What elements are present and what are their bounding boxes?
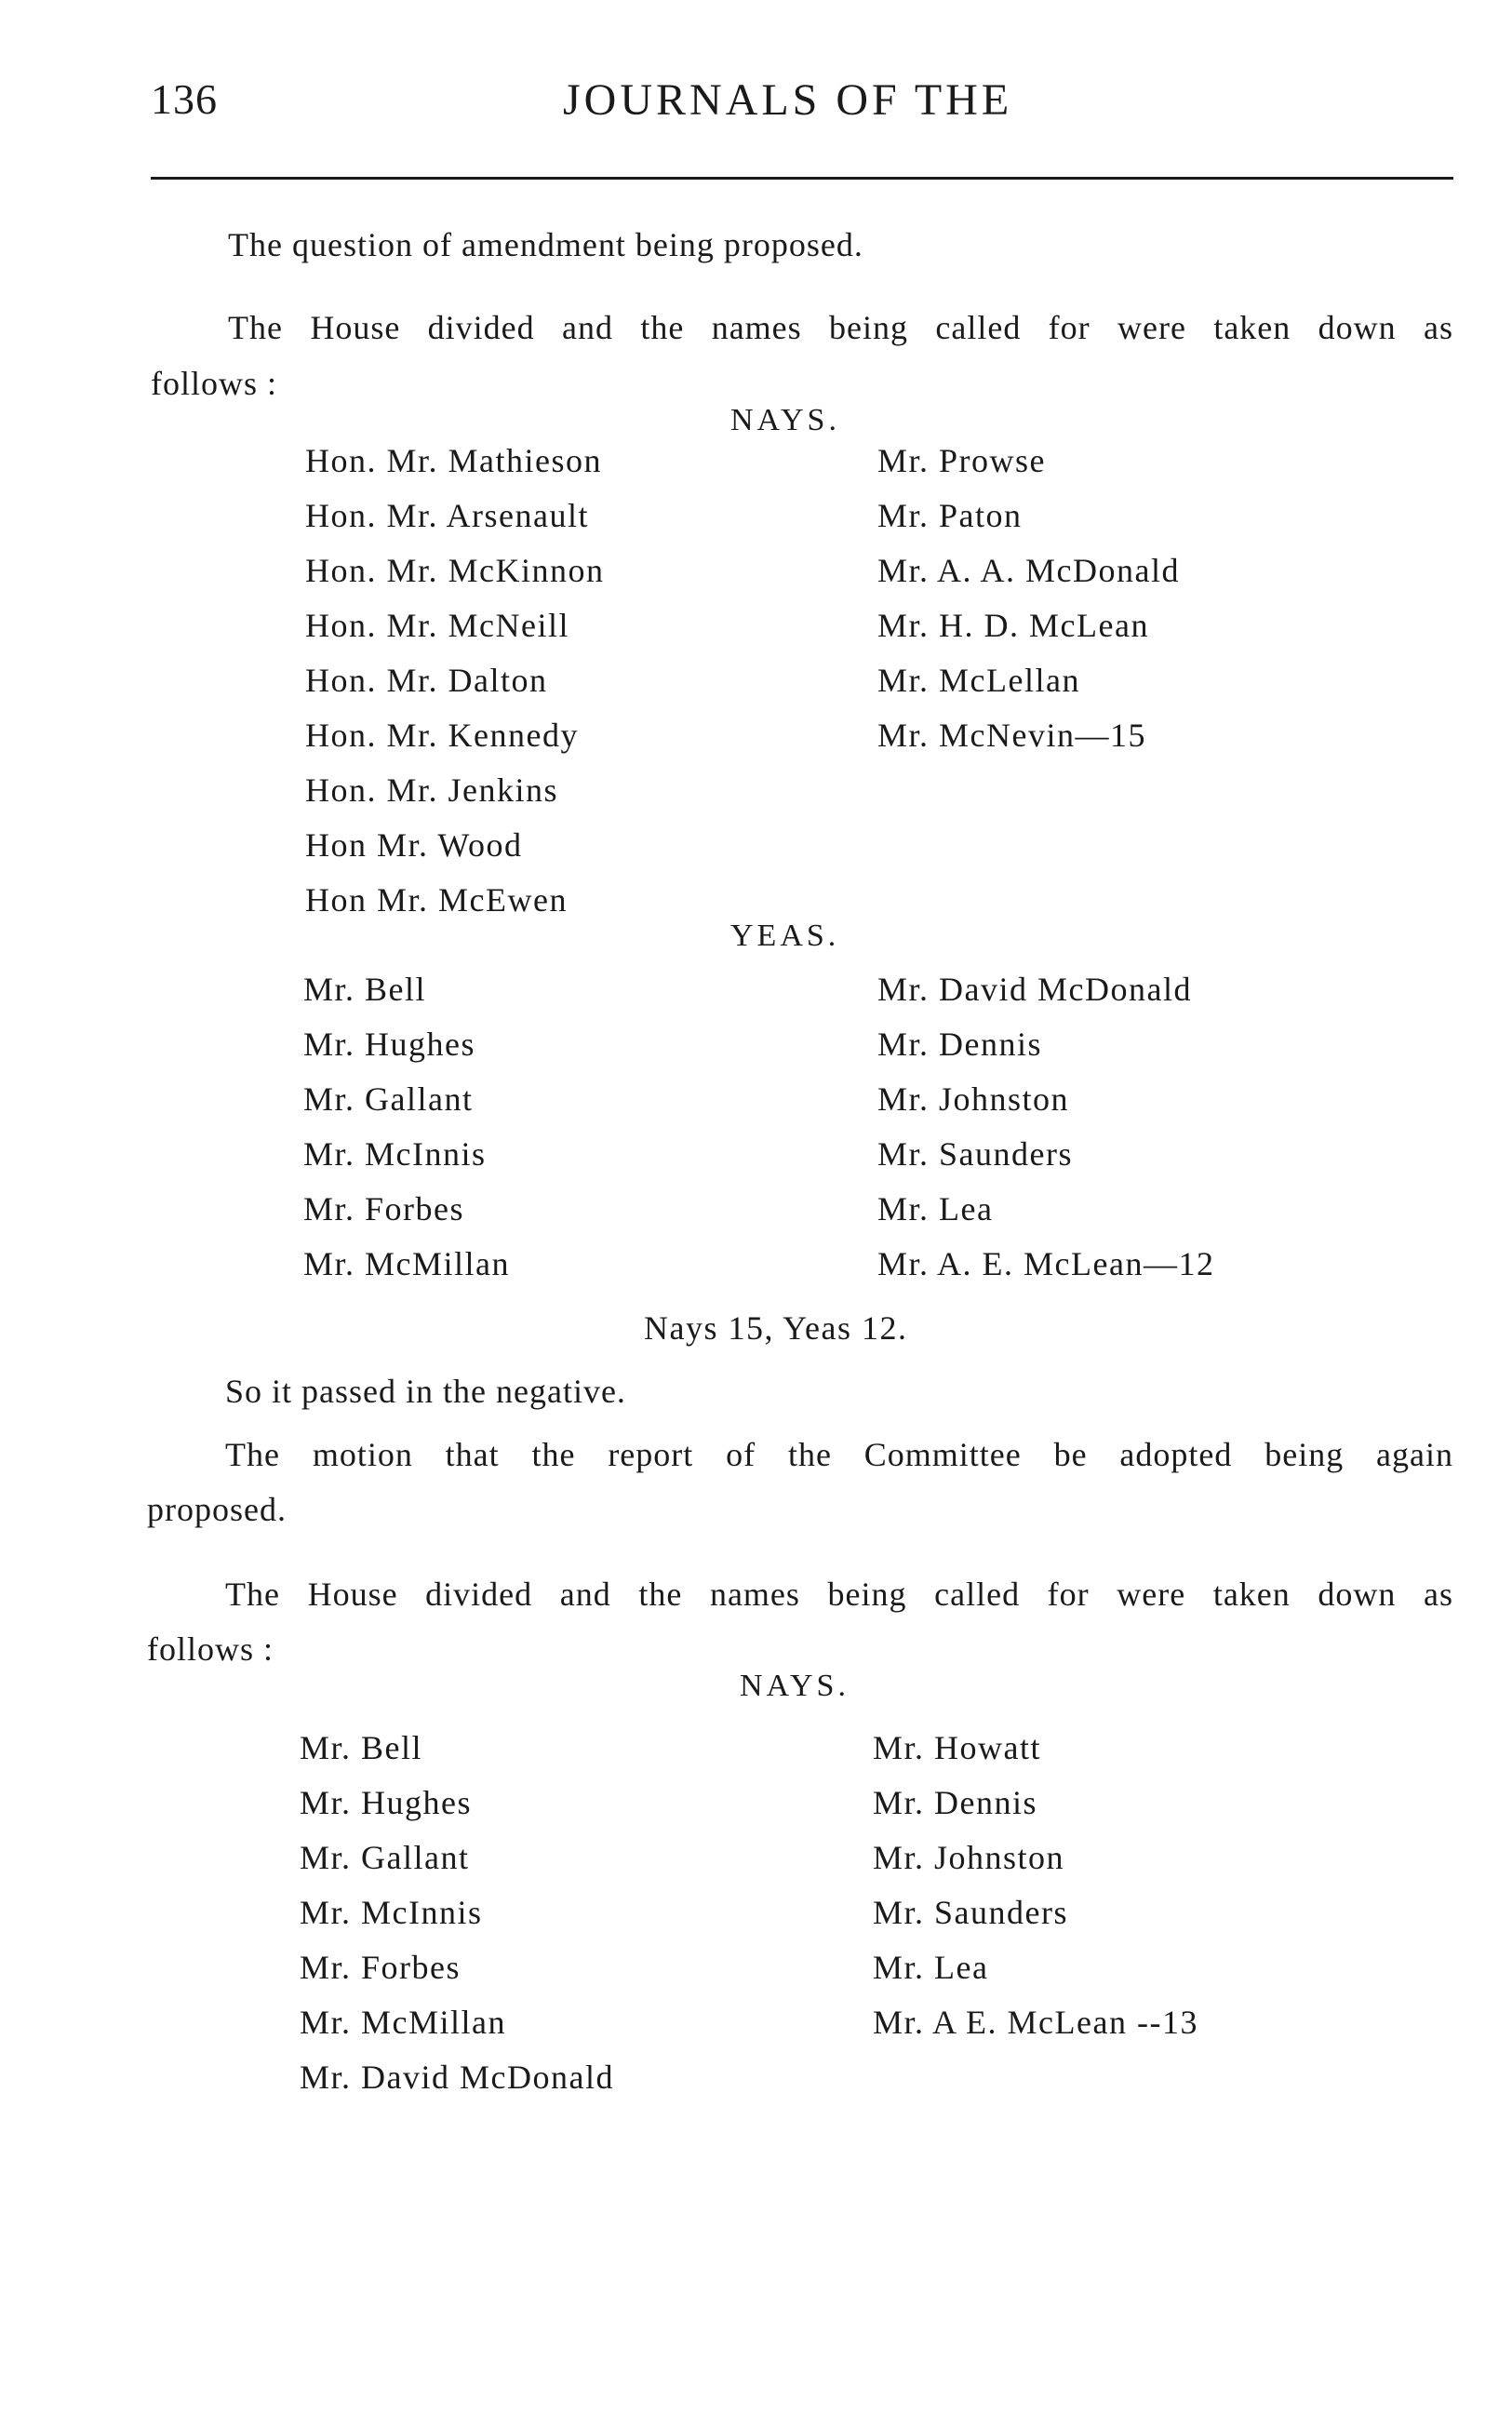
division1-intro-line1: The House divided and the names being called for were taken down as [228, 309, 1453, 346]
motion-line2: proposed. [147, 1491, 287, 1528]
division1-nays-left-name: Hon Mr. Wood [305, 826, 523, 864]
division2-nays-left-name: Mr. McInnis [300, 1894, 483, 1931]
division2-nays-right-name: Mr. A E. McLean --13 [873, 2004, 1198, 2041]
division2-nays-left-name: Mr. Bell [300, 1729, 423, 1766]
division1-yeas-left-name: Mr. McInnis [303, 1135, 487, 1173]
division1-yeas-right-name: Mr. Dennis [877, 1026, 1042, 1063]
running-title: JOURNALS OF THE [563, 75, 1013, 125]
division1-yeas-left-name: Mr. Bell [303, 971, 427, 1008]
division1-nays-right-name: Mr. McNevin—15 [877, 717, 1146, 754]
division1-nays-right-name: Mr. H. D. McLean [877, 607, 1149, 644]
division1-nays-right-name: Mr. Paton [877, 497, 1023, 534]
division2-nays-right-name: Mr. Johnston [873, 1839, 1065, 1876]
division1-nays-left-name: Hon. Mr. Dalton [305, 662, 548, 699]
division2-nays-left-name: Mr. David McDonald [300, 2059, 614, 2096]
motion-line1: The motion that the report of the Committee be adopted being again [225, 1436, 1453, 1473]
division2-intro-line1: The House divided and the names being called for were taken down as [225, 1576, 1453, 1613]
division1-nays-right-name: Mr. McLellan [877, 662, 1080, 699]
header-rule [151, 177, 1453, 180]
division2-nays-left-name: Mr. McMillan [300, 2004, 506, 2041]
division1-yeas-right-name: Mr. Saunders [877, 1135, 1073, 1173]
division1-nays-right-name: Mr. A. A. McDonald [877, 552, 1181, 589]
division2-nays-right-name: Mr. Saunders [873, 1894, 1068, 1931]
division1-nays-left-name: Hon. Mr. Jenkins [305, 771, 559, 809]
division1-yeas-right-name: Mr. A. E. McLean—12 [877, 1245, 1215, 1282]
division1-nays-right-name: Mr. Prowse [877, 442, 1047, 479]
division1-yeas-left-name: Mr. McMillan [303, 1245, 510, 1282]
division1-nays-left-name: Hon Mr. McEwen [305, 881, 568, 919]
division2-nays-right-name: Mr. Dennis [873, 1784, 1037, 1821]
division1-nays-left-name: Hon. Mr. Kennedy [305, 717, 579, 754]
division1-yeas-heading: YEAS. [730, 919, 840, 953]
amendment-paragraph: The question of amendment being proposed. [228, 226, 863, 263]
division1-nays-left-name: Hon. Mr. McNeill [305, 607, 569, 644]
division1-yeas-left-name: Mr. Hughes [303, 1026, 475, 1063]
result-line: So it passed in the negative. [225, 1373, 626, 1410]
division2-intro-line2: follows : [147, 1630, 274, 1668]
division1-nays-left-name: Hon. Mr. McKinnon [305, 552, 605, 589]
division1-tally: Nays 15, Yeas 12. [644, 1309, 908, 1347]
page-number: 136 [151, 75, 218, 123]
division1-nays-left-name: Hon. Mr. Arsenault [305, 497, 589, 534]
division2-nays-left-name: Mr. Hughes [300, 1784, 472, 1821]
division1-yeas-right-name: Mr. Lea [877, 1190, 994, 1227]
division2-nays-heading: NAYS. [740, 1669, 850, 1703]
division1-yeas-right-name: Mr. David McDonald [877, 971, 1192, 1008]
division2-nays-left-name: Mr. Gallant [300, 1839, 470, 1876]
division2-nays-right-name: Mr. Howatt [873, 1729, 1041, 1766]
division1-intro-line2: follows : [151, 365, 278, 402]
division1-yeas-right-name: Mr. Johnston [877, 1080, 1070, 1118]
division2-nays-right-name: Mr. Lea [873, 1949, 989, 1986]
division1-nays-heading: NAYS. [730, 403, 840, 437]
division1-nays-left-name: Hon. Mr. Mathieson [305, 442, 602, 479]
division1-yeas-left-name: Mr. Forbes [303, 1190, 465, 1227]
division1-yeas-left-name: Mr. Gallant [303, 1080, 474, 1118]
division2-nays-left-name: Mr. Forbes [300, 1949, 462, 1986]
